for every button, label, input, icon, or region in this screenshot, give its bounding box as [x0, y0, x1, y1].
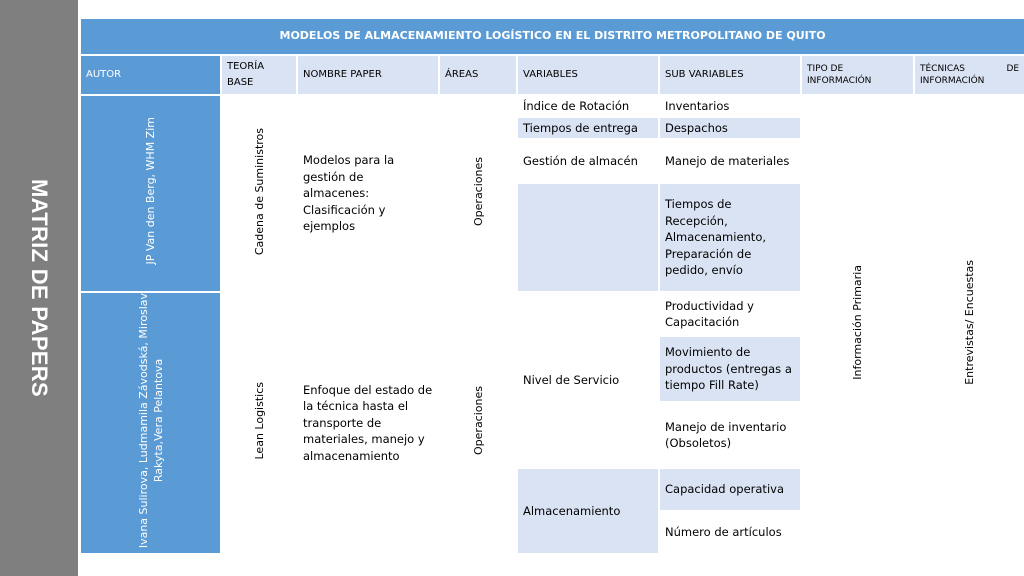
header-autor: AUTOR: [80, 55, 221, 95]
variable-cell: Índice de Rotación: [517, 95, 659, 117]
theory-cell: Lean Logistics: [221, 292, 297, 554]
paper-cell: Enfoque del estado de la técnica hasta el transporte de materiales, manejo y almacenamiento: [297, 292, 439, 554]
table-row: [80, 95, 1024, 117]
subvariable-cell: Tiempos de Recepción, Almacenamiento, Preparación de pedido, envío: [659, 183, 801, 292]
subvariable-cell: Inventarios: [659, 95, 801, 117]
subvariable-cell: Despachos: [659, 117, 801, 139]
author-cell: JP Van den Berg, WHM Zim: [80, 95, 221, 292]
variable-cell: Tiempos de entrega: [517, 117, 659, 139]
theory-cell: Cadena de Suministros: [221, 95, 297, 292]
subvariable-cell: Movimiento de productos (entregas a tiempo Fill Rate): [659, 336, 801, 402]
subvariable-cell: Manejo de materiales: [659, 139, 801, 183]
table-title: MODELOS DE ALMACENAMIENTO LOGÍSTICO EN EL DISTRITO METROPOLITANO DE QUITO: [80, 18, 1024, 55]
area-cell: Operaciones: [439, 95, 517, 292]
variable-cell: Gestión de almacén: [517, 139, 659, 183]
variable-cell: [517, 183, 659, 292]
subvariable-cell: Productividad y Capacitación: [659, 292, 801, 336]
tipo-info-cell: Información Primaria: [801, 95, 914, 554]
header-nombre: NOMBRE PAPER: [297, 55, 439, 95]
area-cell: Operaciones: [439, 292, 517, 554]
papers-matrix: [79, 17, 1024, 555]
tecnicas-info-cell: Entrevistas/ Encuestas: [914, 95, 1024, 554]
variable-cell: Almacenamiento: [517, 468, 659, 554]
subvariable-cell: Número de artículos: [659, 511, 801, 554]
header-tipo: TIPO DE INFORMACIÓN: [801, 55, 914, 95]
sidebar: [0, 0, 78, 576]
header-tecnicas: TÉCNICAS DE INFORMACIÓN: [914, 55, 1024, 95]
header-variables: VARIABLES: [517, 55, 659, 95]
header-subvariables: SUB VARIABLES: [659, 55, 801, 95]
subvariable-cell: Capacidad operativa: [659, 468, 801, 511]
side-title: MATRIZ DE PAPERS: [27, 179, 52, 397]
paper-cell: Modelos para la gestión de almacenes: Clasificación y ejemplos: [297, 95, 439, 292]
subvariable-cell: Manejo de inventario (Obsoletos): [659, 402, 801, 468]
header-row: [80, 55, 1024, 95]
author-cell: Ivana Sulirova, Ludmamila Závodská, Miroslav Rakyta,Vera Pelantova: [80, 292, 221, 554]
header-teoria: TEORÍA BASE: [221, 55, 297, 95]
header-areas: ÁREAS: [439, 55, 517, 95]
variable-cell: Nivel de Servicio: [517, 292, 659, 468]
